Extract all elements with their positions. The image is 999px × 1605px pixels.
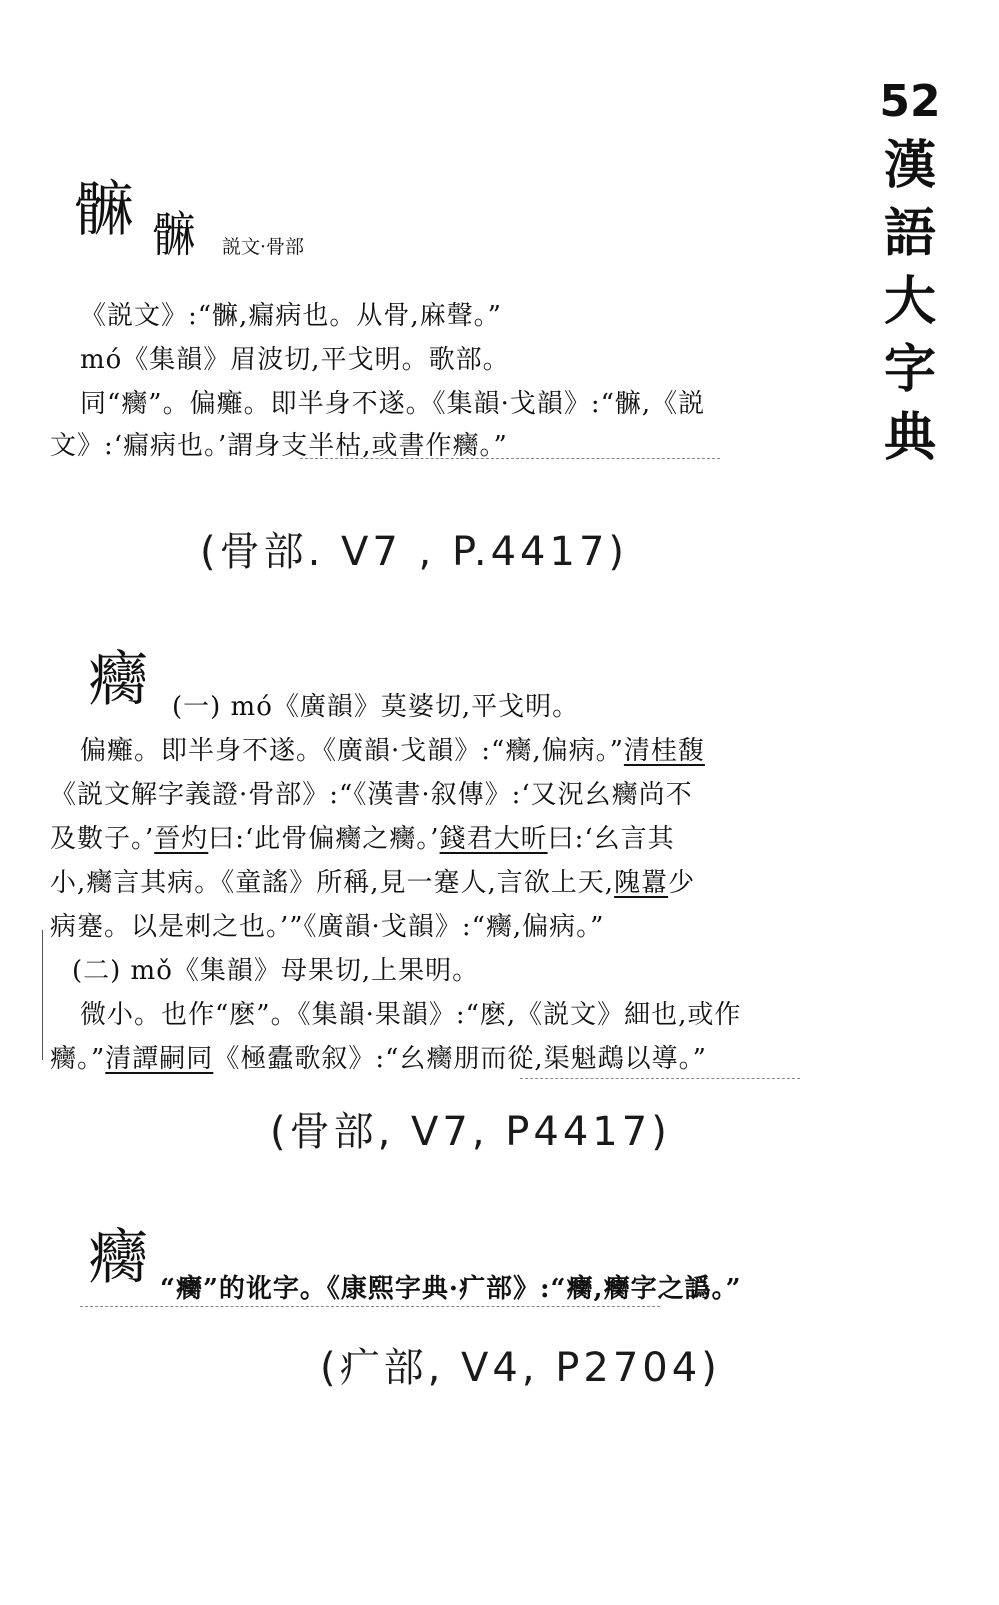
entry2-headword: 癵 bbox=[88, 645, 148, 715]
entry1-seal-script: 髍 bbox=[152, 207, 196, 263]
entry2-underlined-name: 清桂馥 bbox=[623, 736, 705, 766]
page-number: 52 bbox=[879, 76, 941, 127]
title-char: 典 bbox=[883, 408, 936, 468]
entry1-line: 《説文》:“髍,瘺病也。从骨,麻聲。” bbox=[80, 301, 502, 331]
divider bbox=[300, 458, 720, 459]
entry2-line: 微小。也作“麽”。《集韻·果韻》:“麽,《説文》細也,或作 bbox=[80, 1000, 742, 1030]
entry3-text: “癵”的讹字。《康熙字典·疒部》:“癵,癵字之譌。” bbox=[160, 1274, 742, 1304]
entry1-handwritten-note: (骨部. V7 , P.4417) bbox=[200, 529, 628, 575]
divider bbox=[80, 1306, 660, 1307]
entry2-underlined-name: 晉灼 bbox=[154, 824, 209, 854]
entry3-handwritten-note: (疒部, V4, P2704) bbox=[320, 1345, 721, 1391]
entry1-line: 文》:‘瘺病也。’謂身支半枯,或書作癵。” bbox=[50, 431, 508, 461]
entry2-first-line: (一) mó《廣韻》莫婆切,平戈明。 bbox=[172, 692, 580, 722]
entry2-line: 病蹇。以是刺之也。’”《廣韻·戈韻》:“癵,偏病。” bbox=[50, 912, 605, 942]
entry3-headword: 癵 bbox=[88, 1223, 148, 1293]
entry2-line: 《説文解字義證·骨部》:“《漢書·叙傳》:‘又況幺癵尚不 bbox=[50, 780, 693, 810]
entry2-underlined-name: 隗囂 bbox=[614, 868, 669, 898]
entry2-line: 及數子。’晉灼曰:‘此骨偏癵之癵。’錢君大昕曰:‘幺言其 bbox=[50, 824, 675, 854]
entry2-underlined-name: 大昕 bbox=[493, 824, 548, 854]
entry2-line: (二) mǒ《集韻》母果切,上果明。 bbox=[72, 956, 480, 986]
title-char: 字 bbox=[883, 340, 936, 400]
title-char: 大 bbox=[883, 272, 936, 332]
entry2-handwritten-note: (骨部, V7, P4417) bbox=[270, 1109, 671, 1155]
title-char: 語 bbox=[883, 204, 936, 264]
entry2-underlined-name: 錢君 bbox=[439, 824, 494, 854]
entry1-headword: 髍 bbox=[74, 175, 134, 245]
entry2-underlined-name: 清譚嗣同 bbox=[105, 1044, 214, 1074]
entry1-source: 説文·骨部 bbox=[222, 236, 305, 258]
entry1-line: mó《集韻》眉波切,平戈明。歌部。 bbox=[80, 345, 510, 375]
entry1-line: 同“癵”。偏癱。即半身不遂。《集韻·戈韻》:“髍,《説 bbox=[80, 389, 706, 419]
entry2-line: 癵。”清譚嗣同《極蠹歌叙》:“幺癵朋而從,渠魁鵡以導。” bbox=[50, 1044, 707, 1074]
divider bbox=[520, 1078, 800, 1079]
margin-line bbox=[42, 930, 43, 1060]
dictionary-title bbox=[868, 72, 952, 472]
title-char: 漢 bbox=[883, 136, 936, 196]
entry2-line: 小,癵言其病。《童謠》所稱,見一蹇人,言欲上天,隗囂少 bbox=[50, 868, 696, 898]
entry2-line: 偏癱。即半身不遂。《廣韻·戈韻》:“癵,偏病。”清桂馥 bbox=[80, 736, 705, 766]
